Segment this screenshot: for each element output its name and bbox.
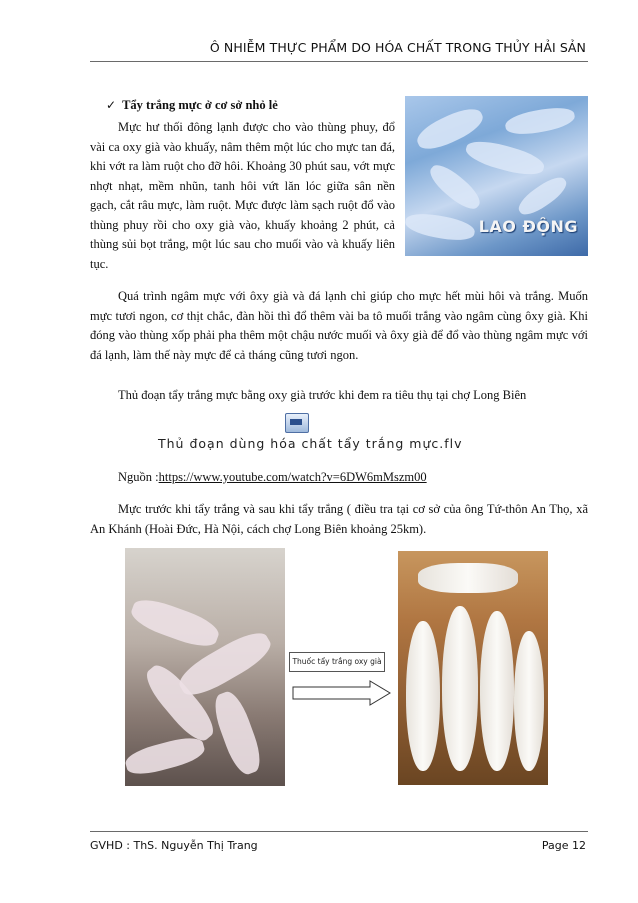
- paragraph-bleaching-process: Mực hư thối đông lạnh được cho vào thùng phuy, đổ vài ca oxy già vào khuấy, nâm thêm một lúc cho mực tan đá, khi vớt ra làm ruột cho đỡ hôi. Khoảng 30 phút sau, vớt mực nhợt nhạt, mềm nhũn, tanh hôi vứt lăn lóc giữa sân nền gạch, cắt râu mực, làm ruột. Mực được làm sạch ruột đổ vào thùng phuy rồi cho oxy già vào, khuấy khoảng 2 phút, cả thùng sủi bọt trắng, một lúc sau cho muối vào và khuấy liên tục.: [90, 120, 395, 271]
- photo-squid-in-water: [405, 96, 588, 256]
- footer-divider: [90, 831, 588, 832]
- caption-bleach-label: Thuốc tẩy trắng oxy già: [289, 652, 385, 672]
- footer-page-number: Page 12: [541, 839, 586, 852]
- page-header-title: Ô NHIỄM THỰC PHẨM DO HÓA CHẤT TRONG THỦY HẢI SẢN: [209, 40, 586, 55]
- photo-squid-after-bleaching: [398, 551, 548, 785]
- paragraph-before-after: Mực trước khi tẩy trắng và sau khi tẩy trắng ( điều tra tại cơ sở của ông Tứ-thôn An Thọ, xã An Khánh (Hoài Đức, Hà Nội, cách chợ Long Biên khoảng 25km).: [90, 502, 588, 536]
- video-file-label[interactable]: Thủ đoạn dùng hóa chất tẩy trắng mực.flv: [158, 436, 463, 451]
- section-heading-text: Tẩy trắng mực ở cơ sở nhỏ lẻ: [122, 98, 278, 112]
- source-line: [118, 470, 427, 485]
- video-file-icon[interactable]: [285, 413, 309, 433]
- section-heading: [106, 98, 278, 113]
- paragraph-trick: Thủ đoạn tẩy trắng mực bằng oxy già trước khi đem ra tiêu thụ tại chợ Long Biên: [118, 388, 527, 402]
- footer-supervisor: GVHD : ThS. Nguyễn Thị Trang: [90, 839, 258, 852]
- right-arrow-icon: [292, 680, 392, 706]
- checkmark-icon: ✓: [106, 98, 117, 112]
- paragraph-soaking: Quá trình ngâm mực với ôxy già và đá lạnh chỉ giúp cho mực hết mùi hôi và trắng. Muốn mực tươi ngon, cơ thịt chắc, đàn hồi thì đổ thêm vài ba tô muối trắng vào ngâm cùng ôxy già. Khi đóng vào thùng xốp phải pha thêm một chậu nước muối và ôxy già để đổ vào thùng ngâm mực với đá lạnh, làm thế này mực để cả tháng cũng tươi ngon.: [90, 289, 588, 362]
- source-link[interactable]: https://www.youtube.com/watch?v=6DW6mMszm00: [158, 470, 427, 484]
- newspaper-logo: LAO ĐỘNG: [478, 217, 578, 236]
- photo-squid-before-bleaching: [125, 548, 285, 786]
- header-divider: [90, 61, 588, 62]
- source-label: Nguồn :: [118, 470, 159, 484]
